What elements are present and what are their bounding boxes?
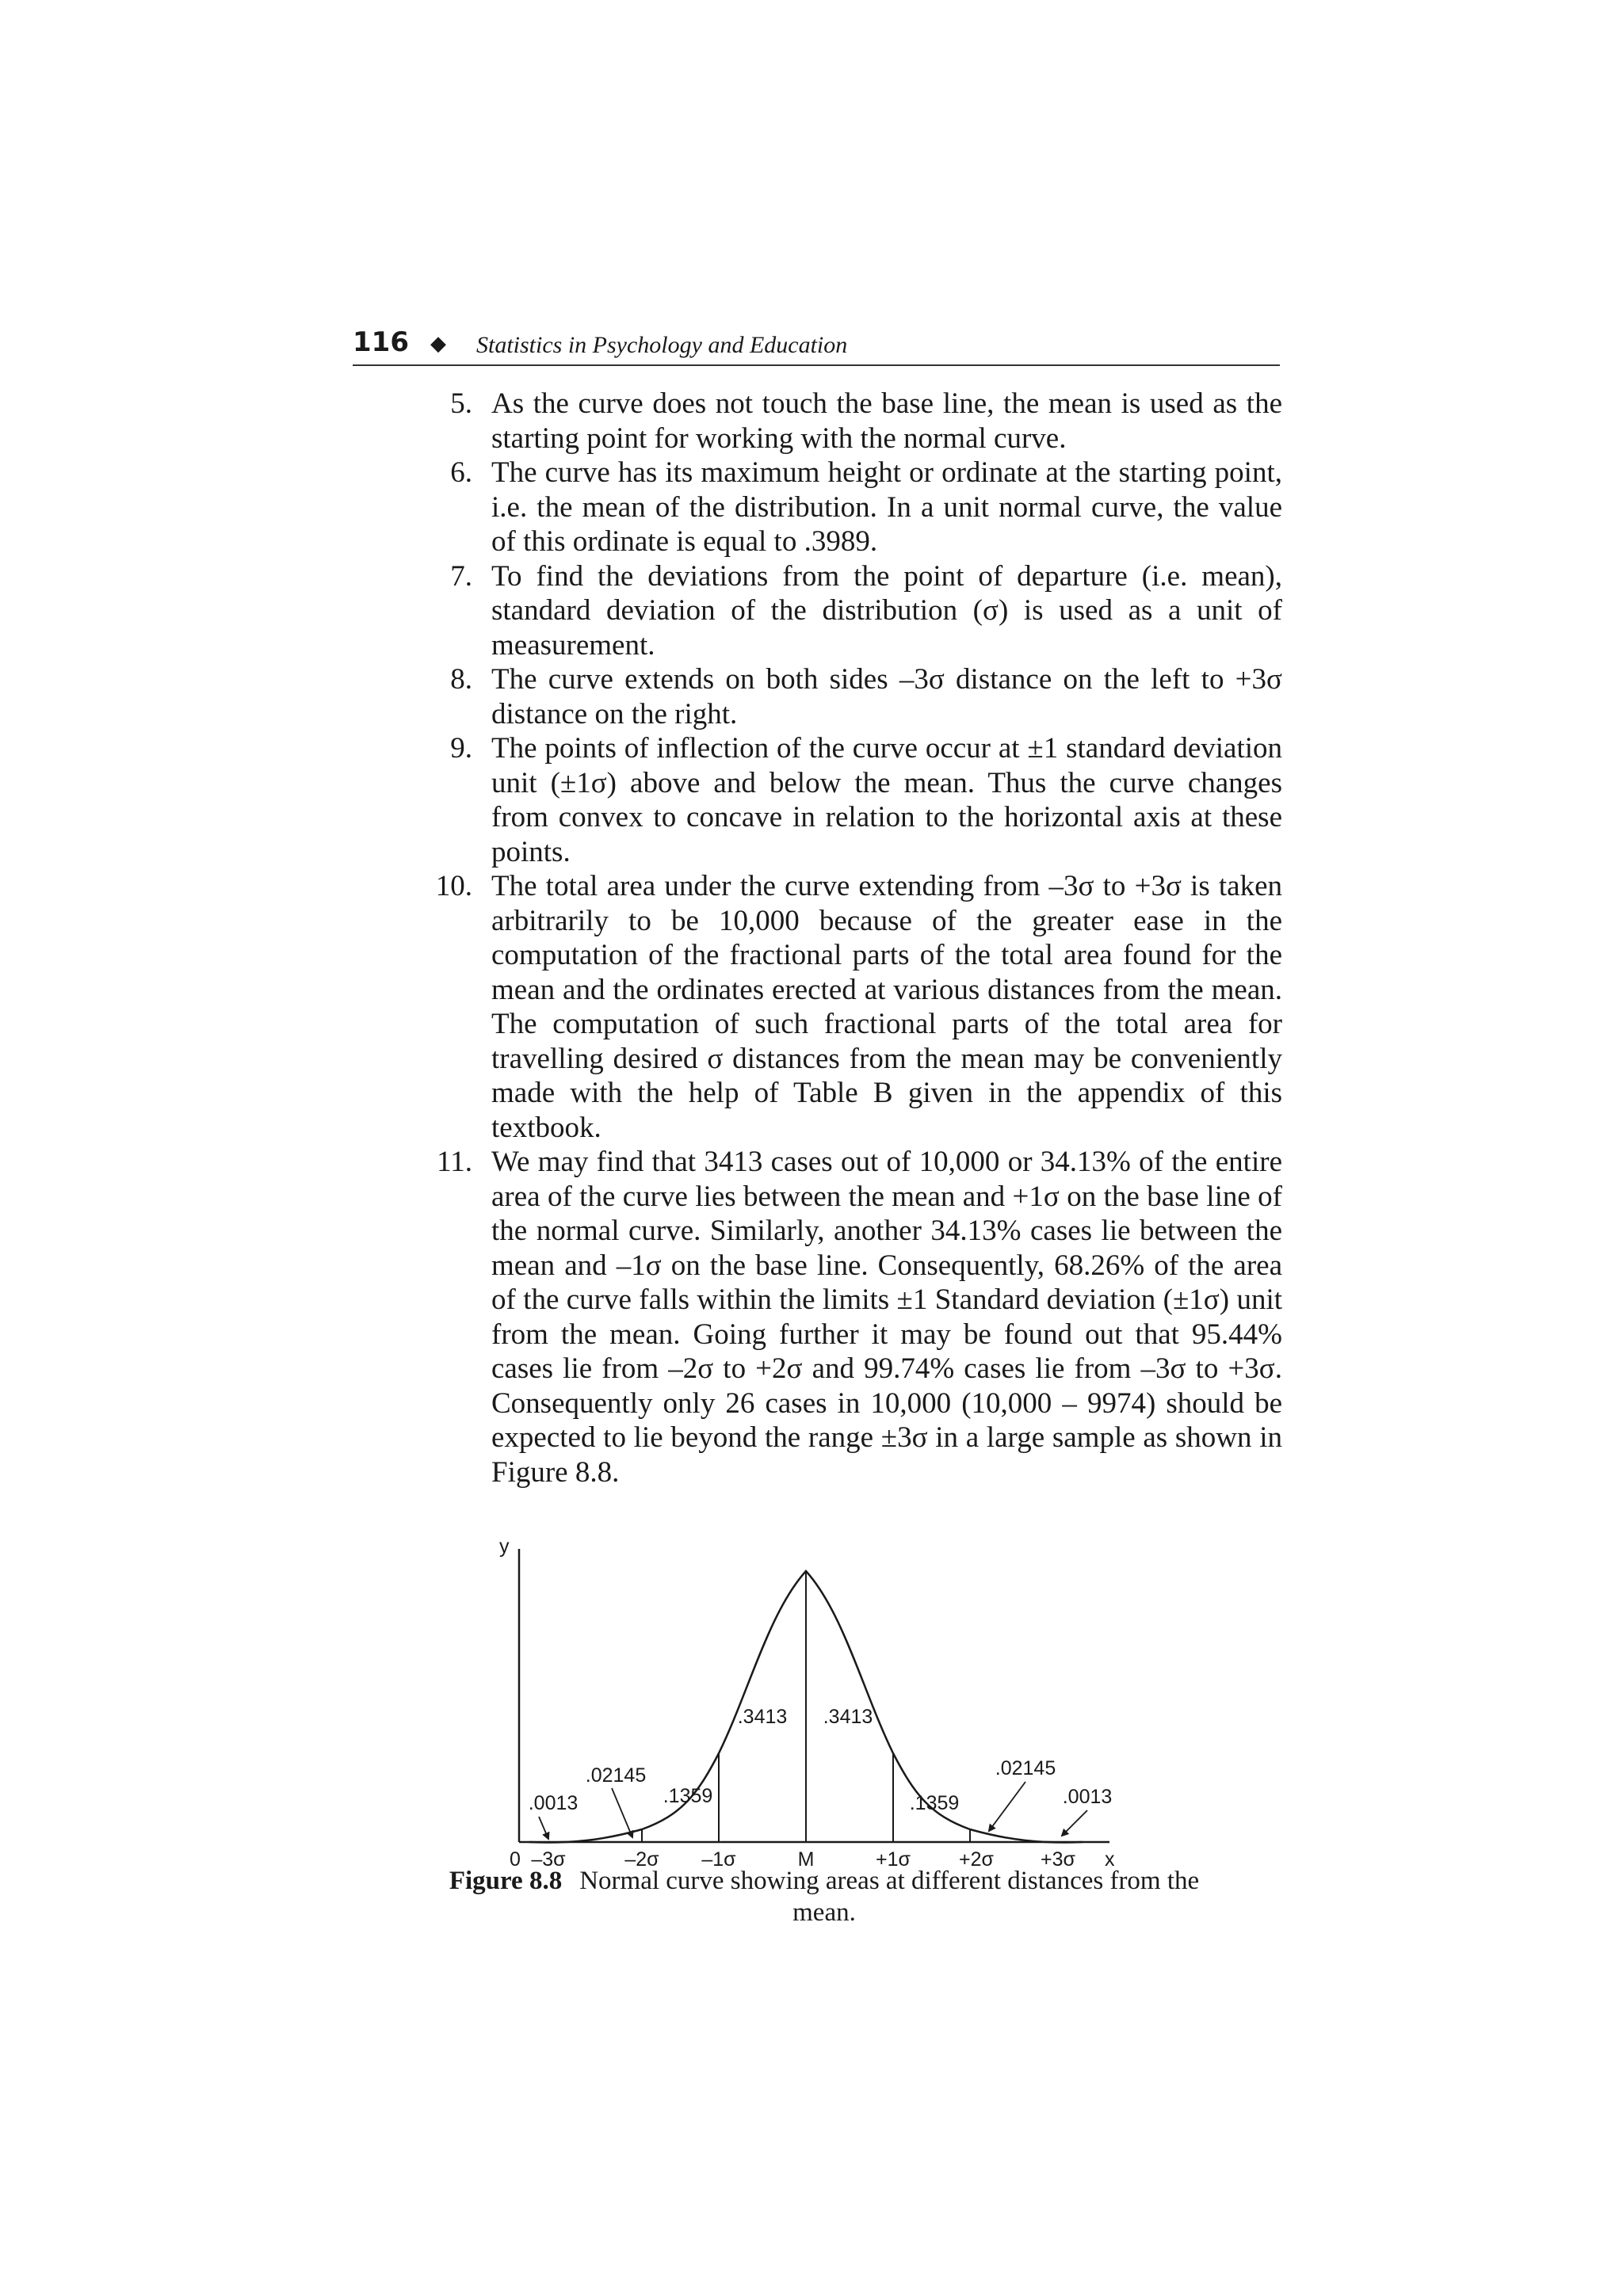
running-head xyxy=(353,323,1280,366)
item-number: 10. xyxy=(435,870,472,902)
caption-text: Normal curve showing areas at different distances from the mean. xyxy=(579,1867,1200,1927)
caption-label: Figure 8.8 xyxy=(449,1867,563,1895)
page-number: 116 xyxy=(353,326,409,358)
area-label: .02145 xyxy=(585,1764,647,1787)
item-number: 7. xyxy=(450,559,472,593)
tick-label: –3σ xyxy=(531,1848,566,1871)
item-text: The total area under the curve extending from –3σ to +3σ is taken arbitrarily to be 10,000 because of the greater ease in the computation of the fractional parts of the total area found for the mean and the ordinates erected at various distances from the mean. The computation of such fractional parts of the total area for travelling desired σ distances from the mean may be conveniently made with the help of Table B given in the appendix of this textbook. xyxy=(491,870,1282,1144)
y-axis-label: y xyxy=(499,1535,510,1558)
item-text: We may find that 3413 cases out of 10,000 or 34.13% of the entire area of the curve lies between the mean and +1σ on the base line of the normal curve. Similarly, another 34.13% cases lie between the mean and –1σ on the base line. Consequently, 68.26% of the area of the curve falls within the limits ±1 Standard deviation (±1σ) unit from the mean. Going further it may be found out that 95.44% cases lie from –2σ to +2σ and 99.74% cases lie from –3σ to +3σ. Consequently only 26 cases in 10,000 (10,000 – 9974) should be expected to lie beyond the range ±3σ in a large sample as shown in Figure 8.8. xyxy=(491,1146,1282,1489)
item-number: 6. xyxy=(450,456,472,489)
item-text: The curve extends on both sides –3σ distance on the left to +3σ distance on the right. xyxy=(491,663,1282,730)
item-text: The points of inflection of the curve occur at ±1 standard deviation unit (±1σ) above and below the mean. Thus the curve changes from convex to concave in relation to the horizontal axis at these points. xyxy=(491,732,1282,868)
item-number: 9. xyxy=(450,732,472,765)
item-text: To find the deviations from the point of departure (i.e. mean), standard deviation of the distribution (σ) is used as a unit of measurement. xyxy=(491,559,1282,662)
item-text: The curve has its maximum height or ordinate at the starting point, i.e. the mean of the distribution. In a unit normal curve, the value of this ordinate is equal to .3989. xyxy=(491,456,1282,558)
item-text: As the curve does not touch the base line, the mean is used as the starting point for working with the normal curve. xyxy=(491,387,1282,455)
pointer-arrow xyxy=(1062,1810,1087,1836)
origin-label: 0 xyxy=(510,1848,521,1871)
item-number: 8. xyxy=(450,663,472,696)
list-item xyxy=(372,731,1282,869)
list-item xyxy=(372,1145,1282,1489)
tick-label: +2σ xyxy=(959,1848,994,1871)
list-item xyxy=(372,387,1282,456)
area-label: .3413 xyxy=(823,1706,873,1728)
list-item xyxy=(372,559,1282,663)
tick-label: +3σ xyxy=(1041,1848,1075,1871)
area-label: .1359 xyxy=(909,1792,960,1814)
figure-caption xyxy=(428,1865,1220,1928)
tick-label: –2σ xyxy=(624,1848,659,1871)
tick-label: M xyxy=(797,1848,815,1871)
diamond-icon: ◆ xyxy=(430,332,446,356)
x-axis-label: x xyxy=(1105,1848,1115,1871)
list-item xyxy=(372,869,1282,1145)
numbered-list xyxy=(372,387,1282,1489)
normal-curve-diagram xyxy=(475,1533,1125,1874)
book-title: Statistics in Psychology and Education xyxy=(476,332,848,358)
tick-label: –1σ xyxy=(701,1848,736,1871)
tick-label: +1σ xyxy=(876,1848,911,1871)
pointer-arrow xyxy=(612,1788,632,1837)
list-item xyxy=(372,456,1282,559)
pointer-arrow xyxy=(989,1782,1025,1831)
area-label: .0013 xyxy=(1062,1786,1113,1808)
area-label: .0013 xyxy=(528,1792,579,1814)
item-number: 11. xyxy=(437,1146,472,1178)
item-number: 5. xyxy=(450,387,472,420)
normal-curve-figure xyxy=(475,1533,1125,1874)
list-item xyxy=(372,662,1282,731)
area-label: .3413 xyxy=(737,1706,788,1728)
area-label: .1359 xyxy=(663,1785,713,1807)
area-label: .02145 xyxy=(995,1757,1056,1779)
pointer-arrow xyxy=(539,1817,548,1839)
